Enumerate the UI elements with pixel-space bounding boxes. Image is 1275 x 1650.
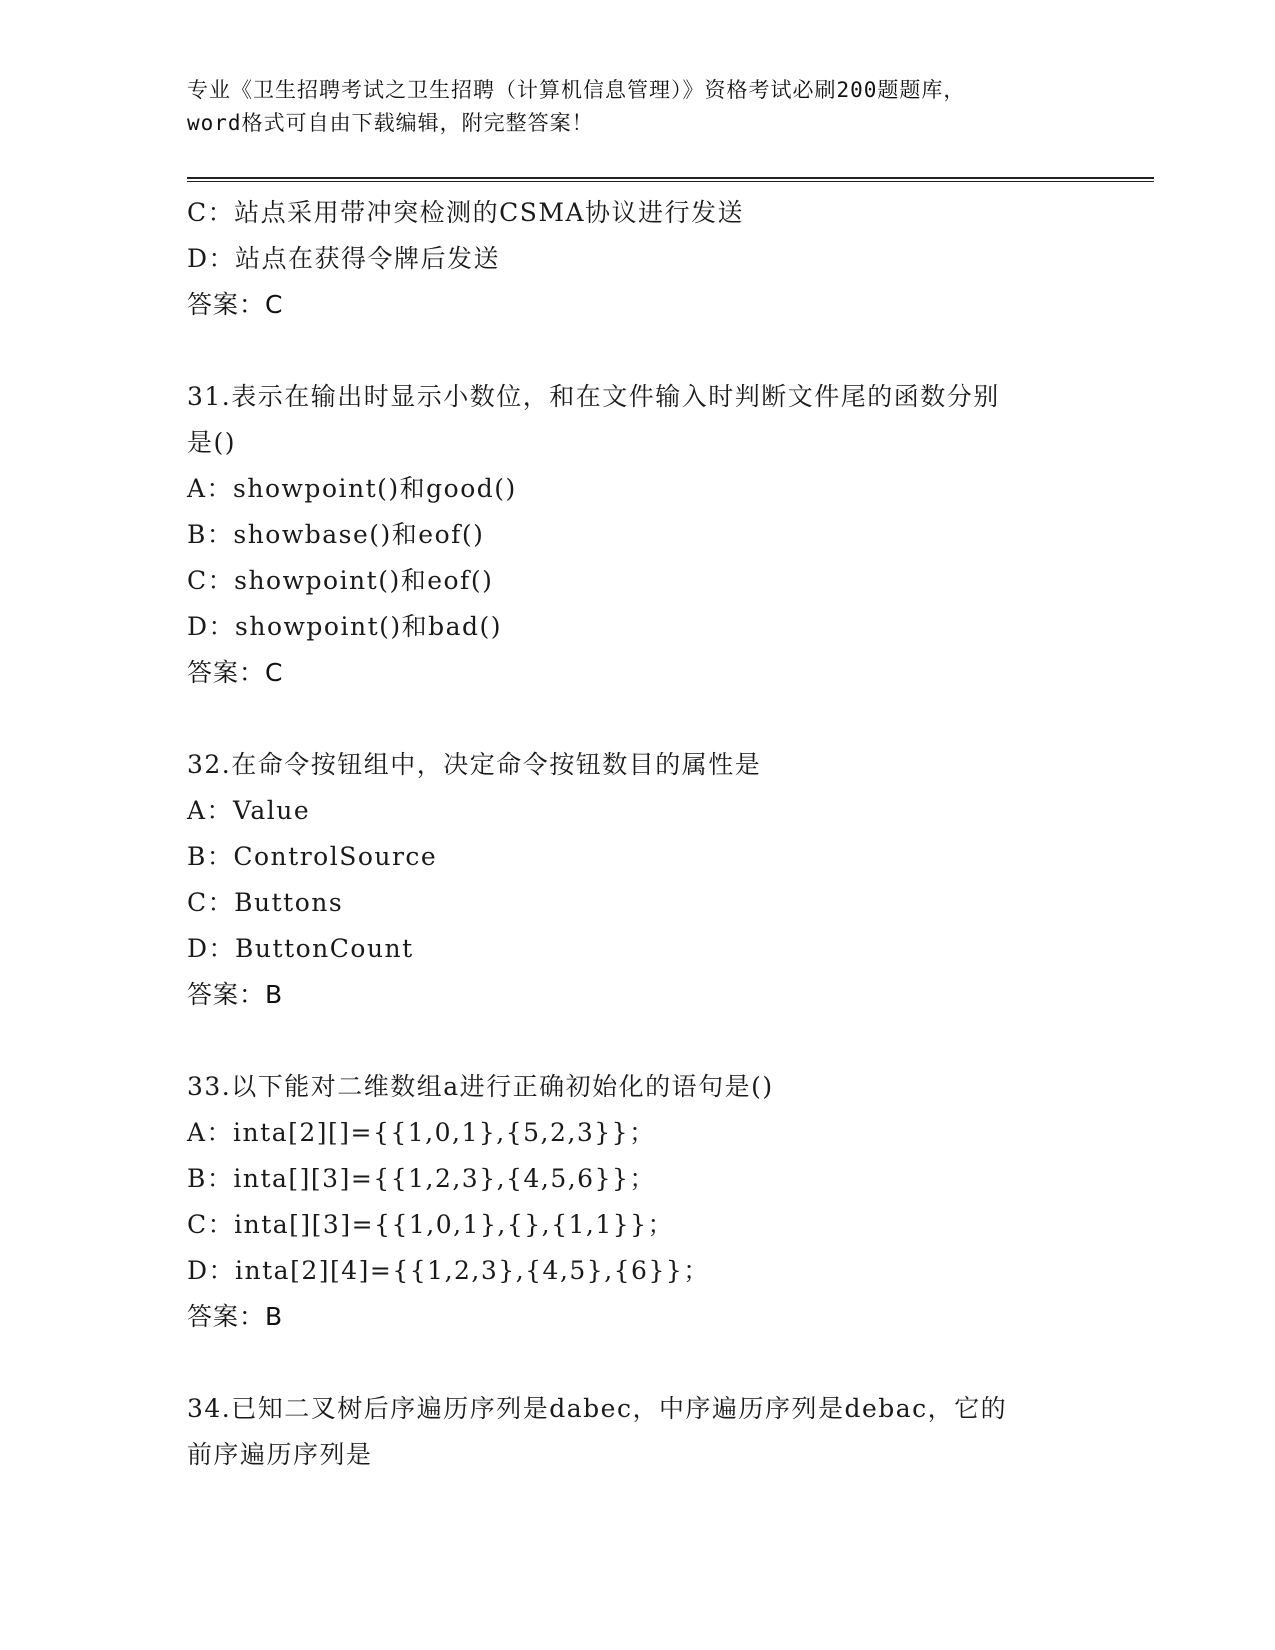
option-d: D：showpoint()和bad() xyxy=(187,612,503,641)
option-c: C：Buttons xyxy=(187,888,344,917)
option-d: D：inta[2][4]={{1,2,3},{4,5},{6}}； xyxy=(187,1256,710,1285)
option-b: B：showbase()和eof() xyxy=(187,520,485,549)
option-a: A：inta[2][]={{1,0,1},{5,2,3}}； xyxy=(187,1118,656,1147)
question-title: 32.在命令按钮组中，决定命令按钮数目的属性是 xyxy=(187,750,762,779)
document-body xyxy=(187,190,1087,1478)
question-33 xyxy=(187,1064,1087,1340)
option-b: B：inta[][3]={{1,2,3},{4,5,6}}； xyxy=(187,1164,656,1193)
question-32 xyxy=(187,742,1087,1018)
option-c: C：showpoint()和eof() xyxy=(187,566,494,595)
header-line-2: word格式可自由下载编辑，附完整答案！ xyxy=(187,111,594,135)
answer: 答案：C xyxy=(187,658,284,687)
question-31 xyxy=(187,374,1087,696)
answer: 答案：C xyxy=(187,290,284,319)
question-title: 31.表示在输出时显示小数位，和在文件输入时判断文件尾的函数分别 xyxy=(187,382,1000,411)
option-a: A：showpoint()和good() xyxy=(187,474,517,503)
question-title: 34.已知二叉树后序遍历序列是dabec，中序遍历序列是debac，它的 xyxy=(187,1394,1008,1423)
header-line-1: 专业《卫生招聘考试之卫生招聘（计算机信息管理）》资格考试必刷200题题库， xyxy=(187,78,966,102)
question-title: 33.以下能对二维数组a进行正确初始化的语句是() xyxy=(187,1072,774,1101)
option-a: A：Value xyxy=(187,796,311,825)
document-header xyxy=(187,74,1087,140)
option-b: B：ControlSource xyxy=(187,842,438,871)
question-30-tail xyxy=(187,190,1087,328)
question-title-cont: 前序遍历序列是 xyxy=(187,1440,373,1469)
answer: 答案：B xyxy=(187,1302,284,1331)
option-c: C：站点采用带冲突检测的CSMA协议进行发送 xyxy=(187,198,745,227)
question-title-cont: 是() xyxy=(187,428,237,457)
option-d: D：ButtonCount xyxy=(187,934,414,963)
option-c: C：inta[][3]={{1,0,1},{},{1,1}}； xyxy=(187,1210,675,1239)
option-d: D：站点在获得令牌后发送 xyxy=(187,244,501,273)
question-34 xyxy=(187,1386,1087,1478)
answer: 答案：B xyxy=(187,980,284,1009)
header-divider xyxy=(187,177,1154,182)
